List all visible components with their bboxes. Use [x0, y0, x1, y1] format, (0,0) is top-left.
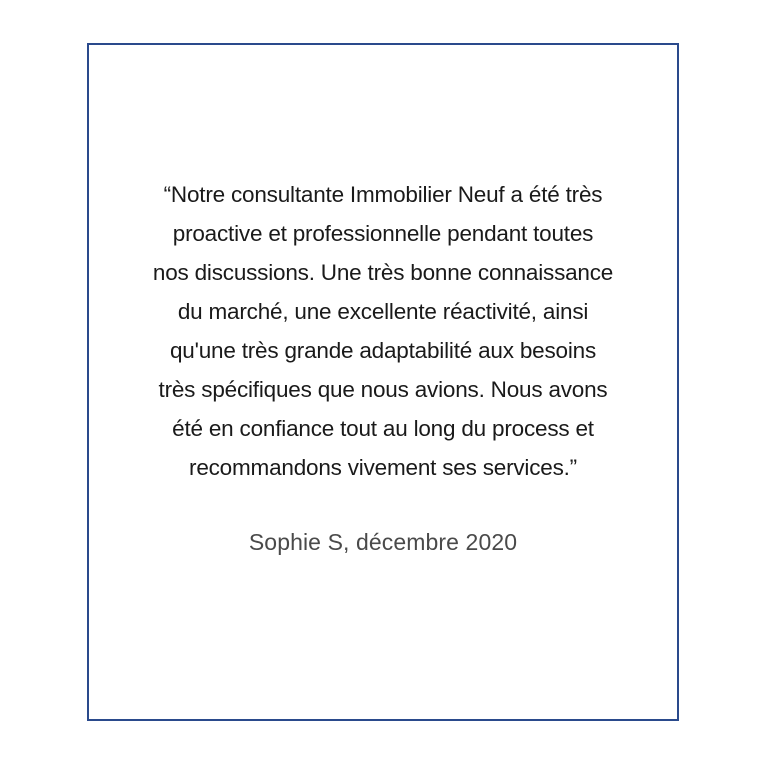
testimonial-quote [93, 175, 673, 487]
quote-line: très spécifiques que nous avions. Nous avons [158, 377, 608, 402]
testimonial-signature: Sophie S, décembre 2020 [248, 529, 518, 555]
testimonial-frame [87, 43, 679, 721]
quote-line: été en confiance tout au long du process et [172, 416, 594, 441]
quote-line: qu'une très grande adaptabilité aux besoins [169, 338, 596, 363]
quote-line: proactive et professionnelle pendant toutes [172, 221, 594, 246]
quote-line: “Notre consultante Immobilier Neuf a été très [163, 182, 603, 207]
quote-line: du marché, une excellente réactivité, ainsi [177, 299, 589, 324]
quote-line: nos discussions. Une très bonne connaissance [152, 260, 614, 285]
quote-line: recommandons vivement ses services.” [189, 455, 577, 480]
